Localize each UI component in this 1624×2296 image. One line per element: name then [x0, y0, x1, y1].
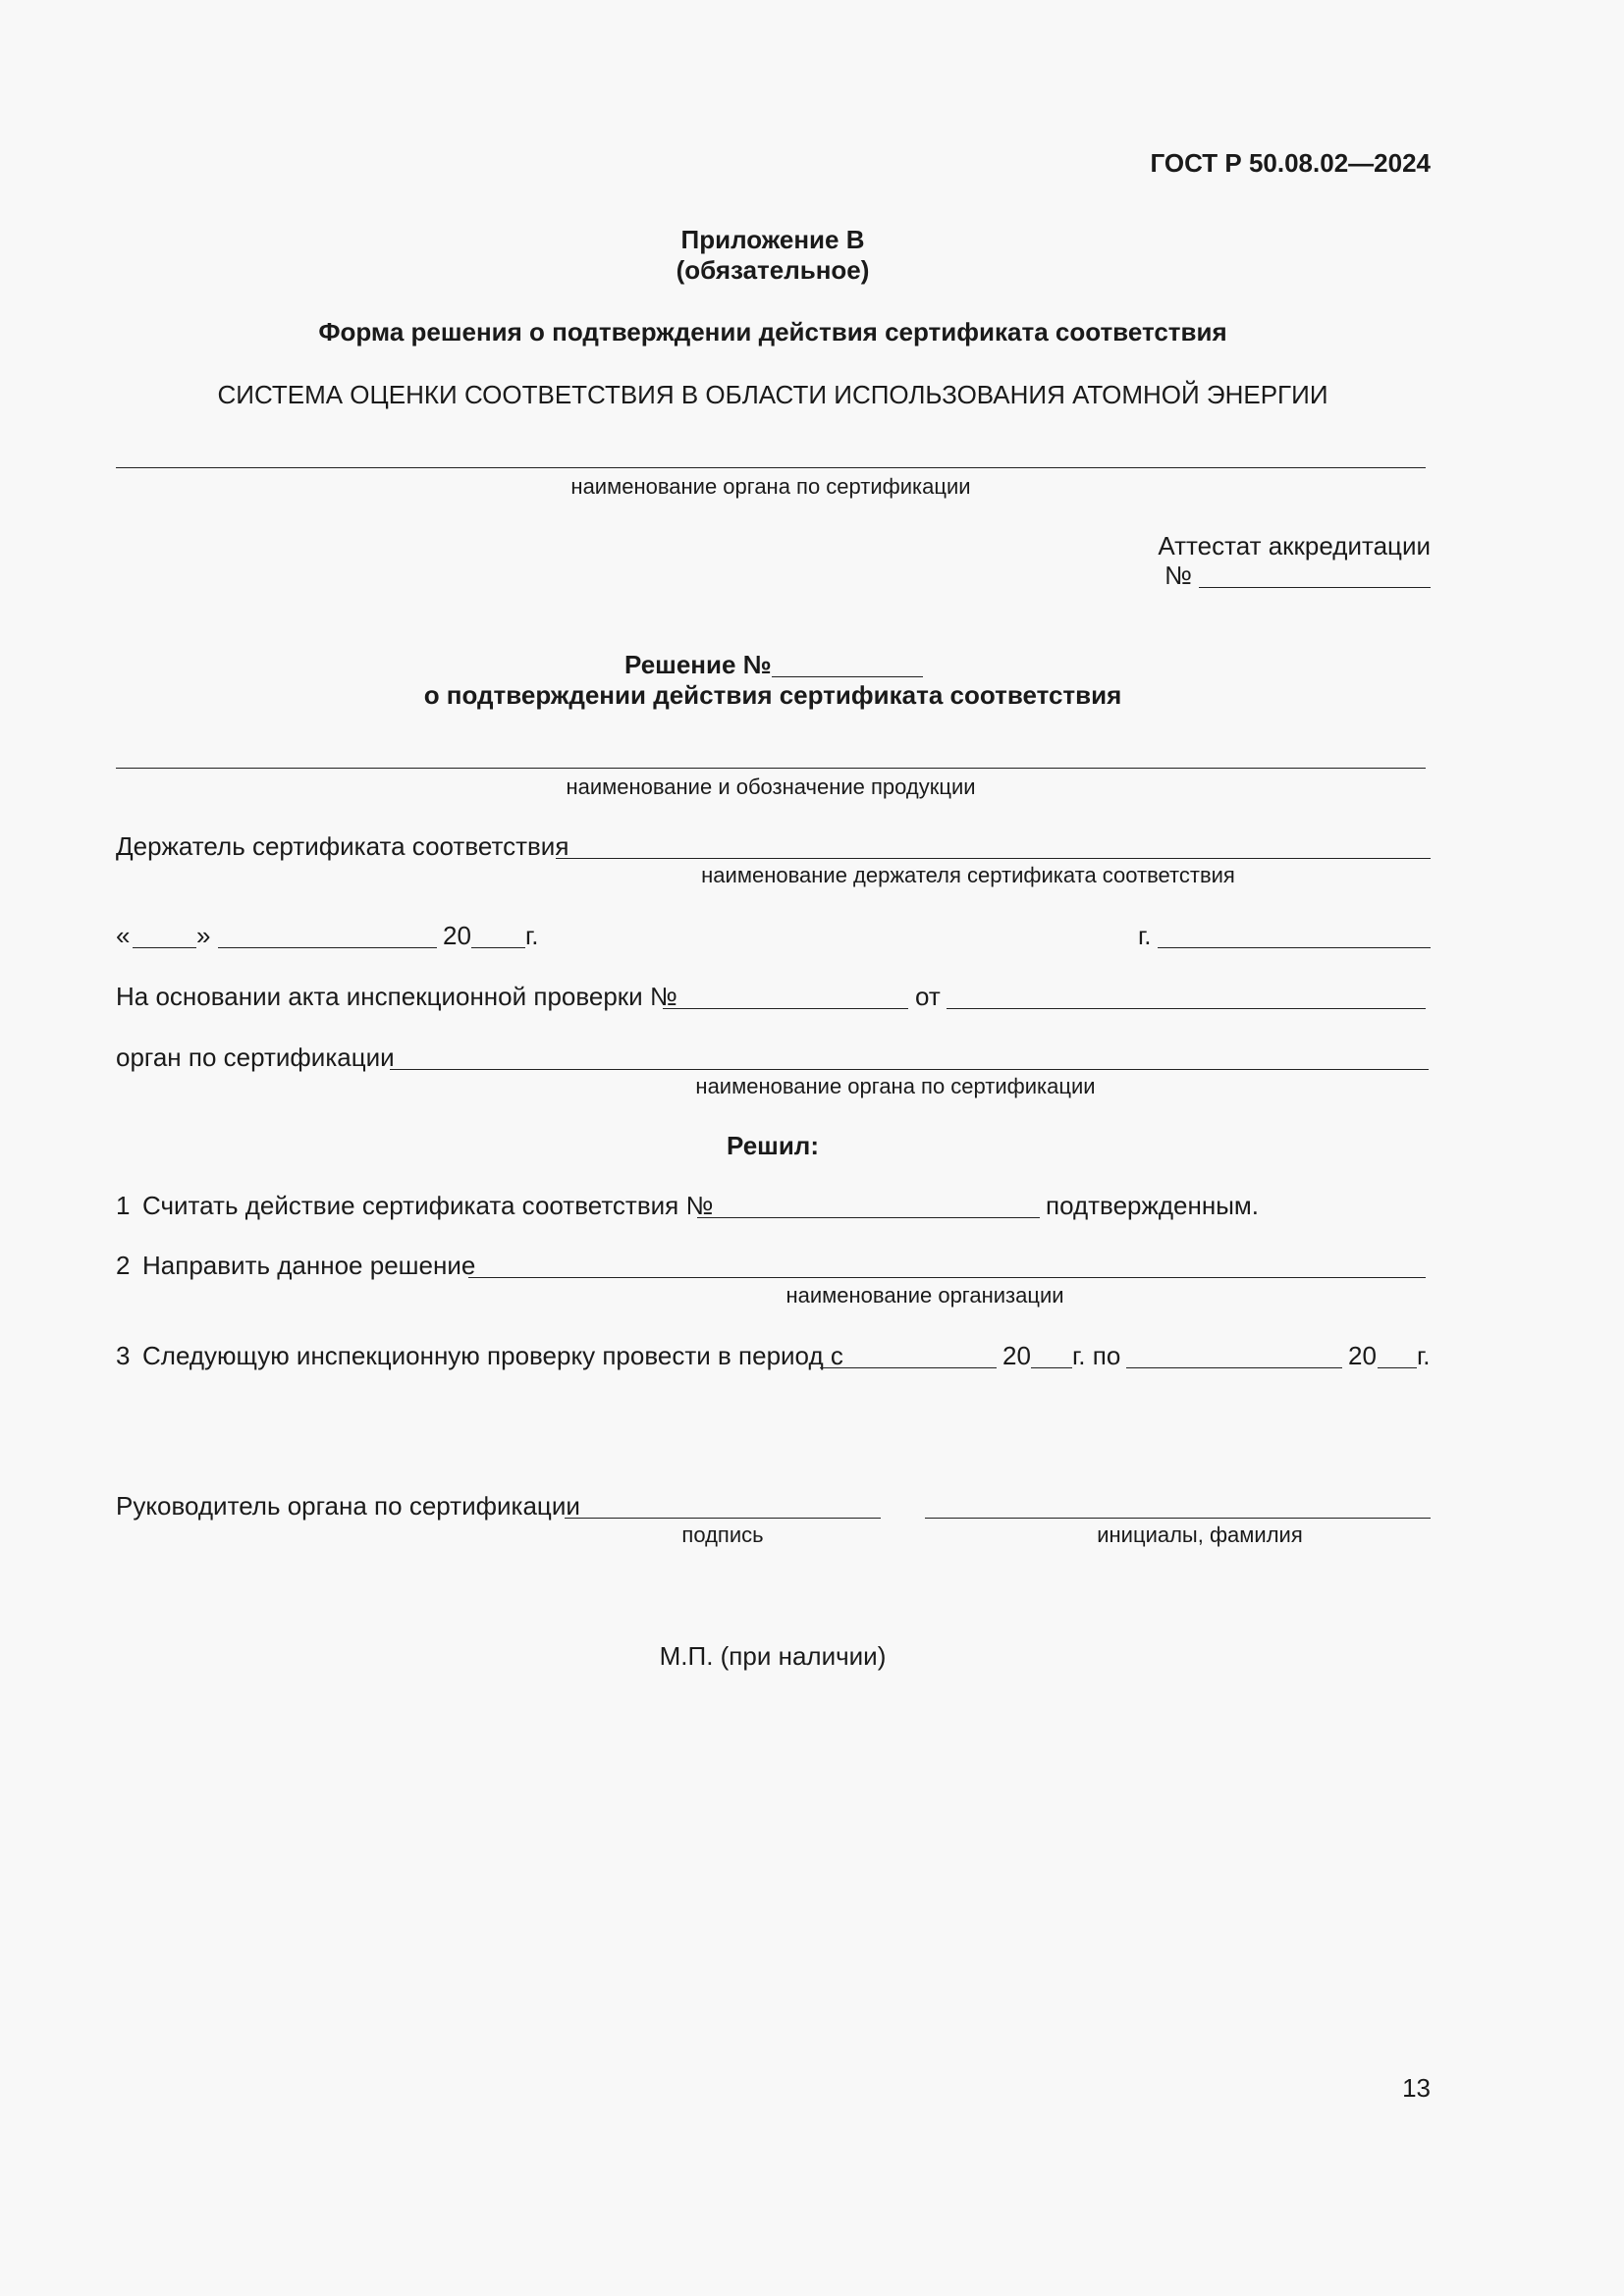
signature-caption: подпись: [681, 1522, 764, 1547]
accreditation-number-sign: №: [1164, 561, 1192, 590]
item-1-cert-line[interactable]: [697, 1217, 1040, 1218]
signature-label: Руководитель органа по сертификации: [116, 1491, 580, 1521]
item-2-org-line[interactable]: [468, 1277, 1426, 1278]
holder-label: Держатель сертификата соответствия: [116, 831, 569, 861]
organ-label: орган по сертификации: [116, 1042, 395, 1072]
decision-title: Решение №: [624, 650, 772, 679]
date-month-line[interactable]: [218, 947, 437, 948]
item-3-number: 3: [116, 1341, 131, 1370]
date-year-line[interactable]: [471, 947, 525, 948]
item-3-text: Следующую инспекционную проверку провести в период с: [142, 1341, 843, 1370]
product-caption: наименование и обозначение продукции: [566, 774, 976, 799]
decision-number-line[interactable]: [772, 676, 923, 677]
page-number: 13: [1402, 2073, 1431, 2103]
item-3-mid: г. по: [1072, 1341, 1121, 1370]
item-1-tail: подтвержденным.: [1046, 1191, 1260, 1220]
accreditation-number-line[interactable]: [1199, 587, 1431, 588]
cert-body-line[interactable]: [116, 467, 1426, 468]
item-2-text: Направить данное решение: [142, 1251, 476, 1280]
document-code: ГОСТ Р 50.08.02—2024: [1150, 148, 1431, 178]
name-caption: инициалы, фамилия: [1097, 1522, 1303, 1547]
resolved-heading: Решил:: [727, 1131, 819, 1160]
date-quote-close: »: [196, 921, 211, 950]
appendix-title: Приложение В: [680, 225, 865, 254]
item-3-year1-prefix: 20: [1002, 1341, 1031, 1370]
organ-caption: наименование органа по сертификации: [695, 1074, 1096, 1098]
holder-caption: наименование держателя сертификата соответствия: [701, 863, 1235, 887]
date-year-suffix: г.: [525, 921, 539, 950]
item-1-number: 1: [116, 1191, 131, 1220]
product-line[interactable]: [116, 768, 1426, 769]
item-3-year2-line[interactable]: [1378, 1367, 1417, 1368]
decision-subtitle: о подтверждении действия сертификата соответствия: [423, 680, 1122, 710]
item-2-caption: наименование организации: [785, 1283, 1064, 1308]
city-line[interactable]: [1158, 947, 1431, 948]
basis-label: На основании акта инспекционной проверки №: [116, 982, 677, 1011]
basis-from: от: [915, 982, 941, 1011]
appendix-status: (обязательное): [676, 255, 870, 285]
date-year-prefix: 20: [443, 921, 471, 950]
holder-line[interactable]: [556, 858, 1431, 859]
item-3-year2-prefix: 20: [1348, 1341, 1377, 1370]
item-3-start-line[interactable]: [820, 1367, 997, 1368]
name-line[interactable]: [925, 1518, 1431, 1519]
basis-number-line[interactable]: [663, 1008, 908, 1009]
item-3-year1-line[interactable]: [1031, 1367, 1072, 1368]
city-prefix: г.: [1138, 921, 1152, 950]
cert-body-caption: наименование органа по сертификации: [570, 474, 971, 499]
basis-date-line[interactable]: [947, 1008, 1426, 1009]
system-title: СИСТЕМА ОЦЕНКИ СООТВЕТСТВИЯ В ОБЛАСТИ ИСПОЛЬЗОВАНИЯ АТОМНОЙ ЭНЕРГИИ: [217, 380, 1328, 409]
accreditation-label: Аттестат аккредитации: [1158, 531, 1431, 561]
item-2-number: 2: [116, 1251, 131, 1280]
item-3-end: г.: [1417, 1341, 1431, 1370]
item-3-end-line[interactable]: [1126, 1367, 1342, 1368]
form-title: Форма решения о подтверждении действия сертификата соответствия: [318, 317, 1227, 347]
date-quote-open: «: [116, 921, 131, 950]
stamp-note: М.П. (при наличии): [659, 1641, 887, 1671]
date-day-line[interactable]: [133, 947, 196, 948]
item-1-text: Считать действие сертификата соответствия №: [142, 1191, 714, 1220]
signature-line[interactable]: [565, 1518, 881, 1519]
organ-line[interactable]: [390, 1069, 1429, 1070]
